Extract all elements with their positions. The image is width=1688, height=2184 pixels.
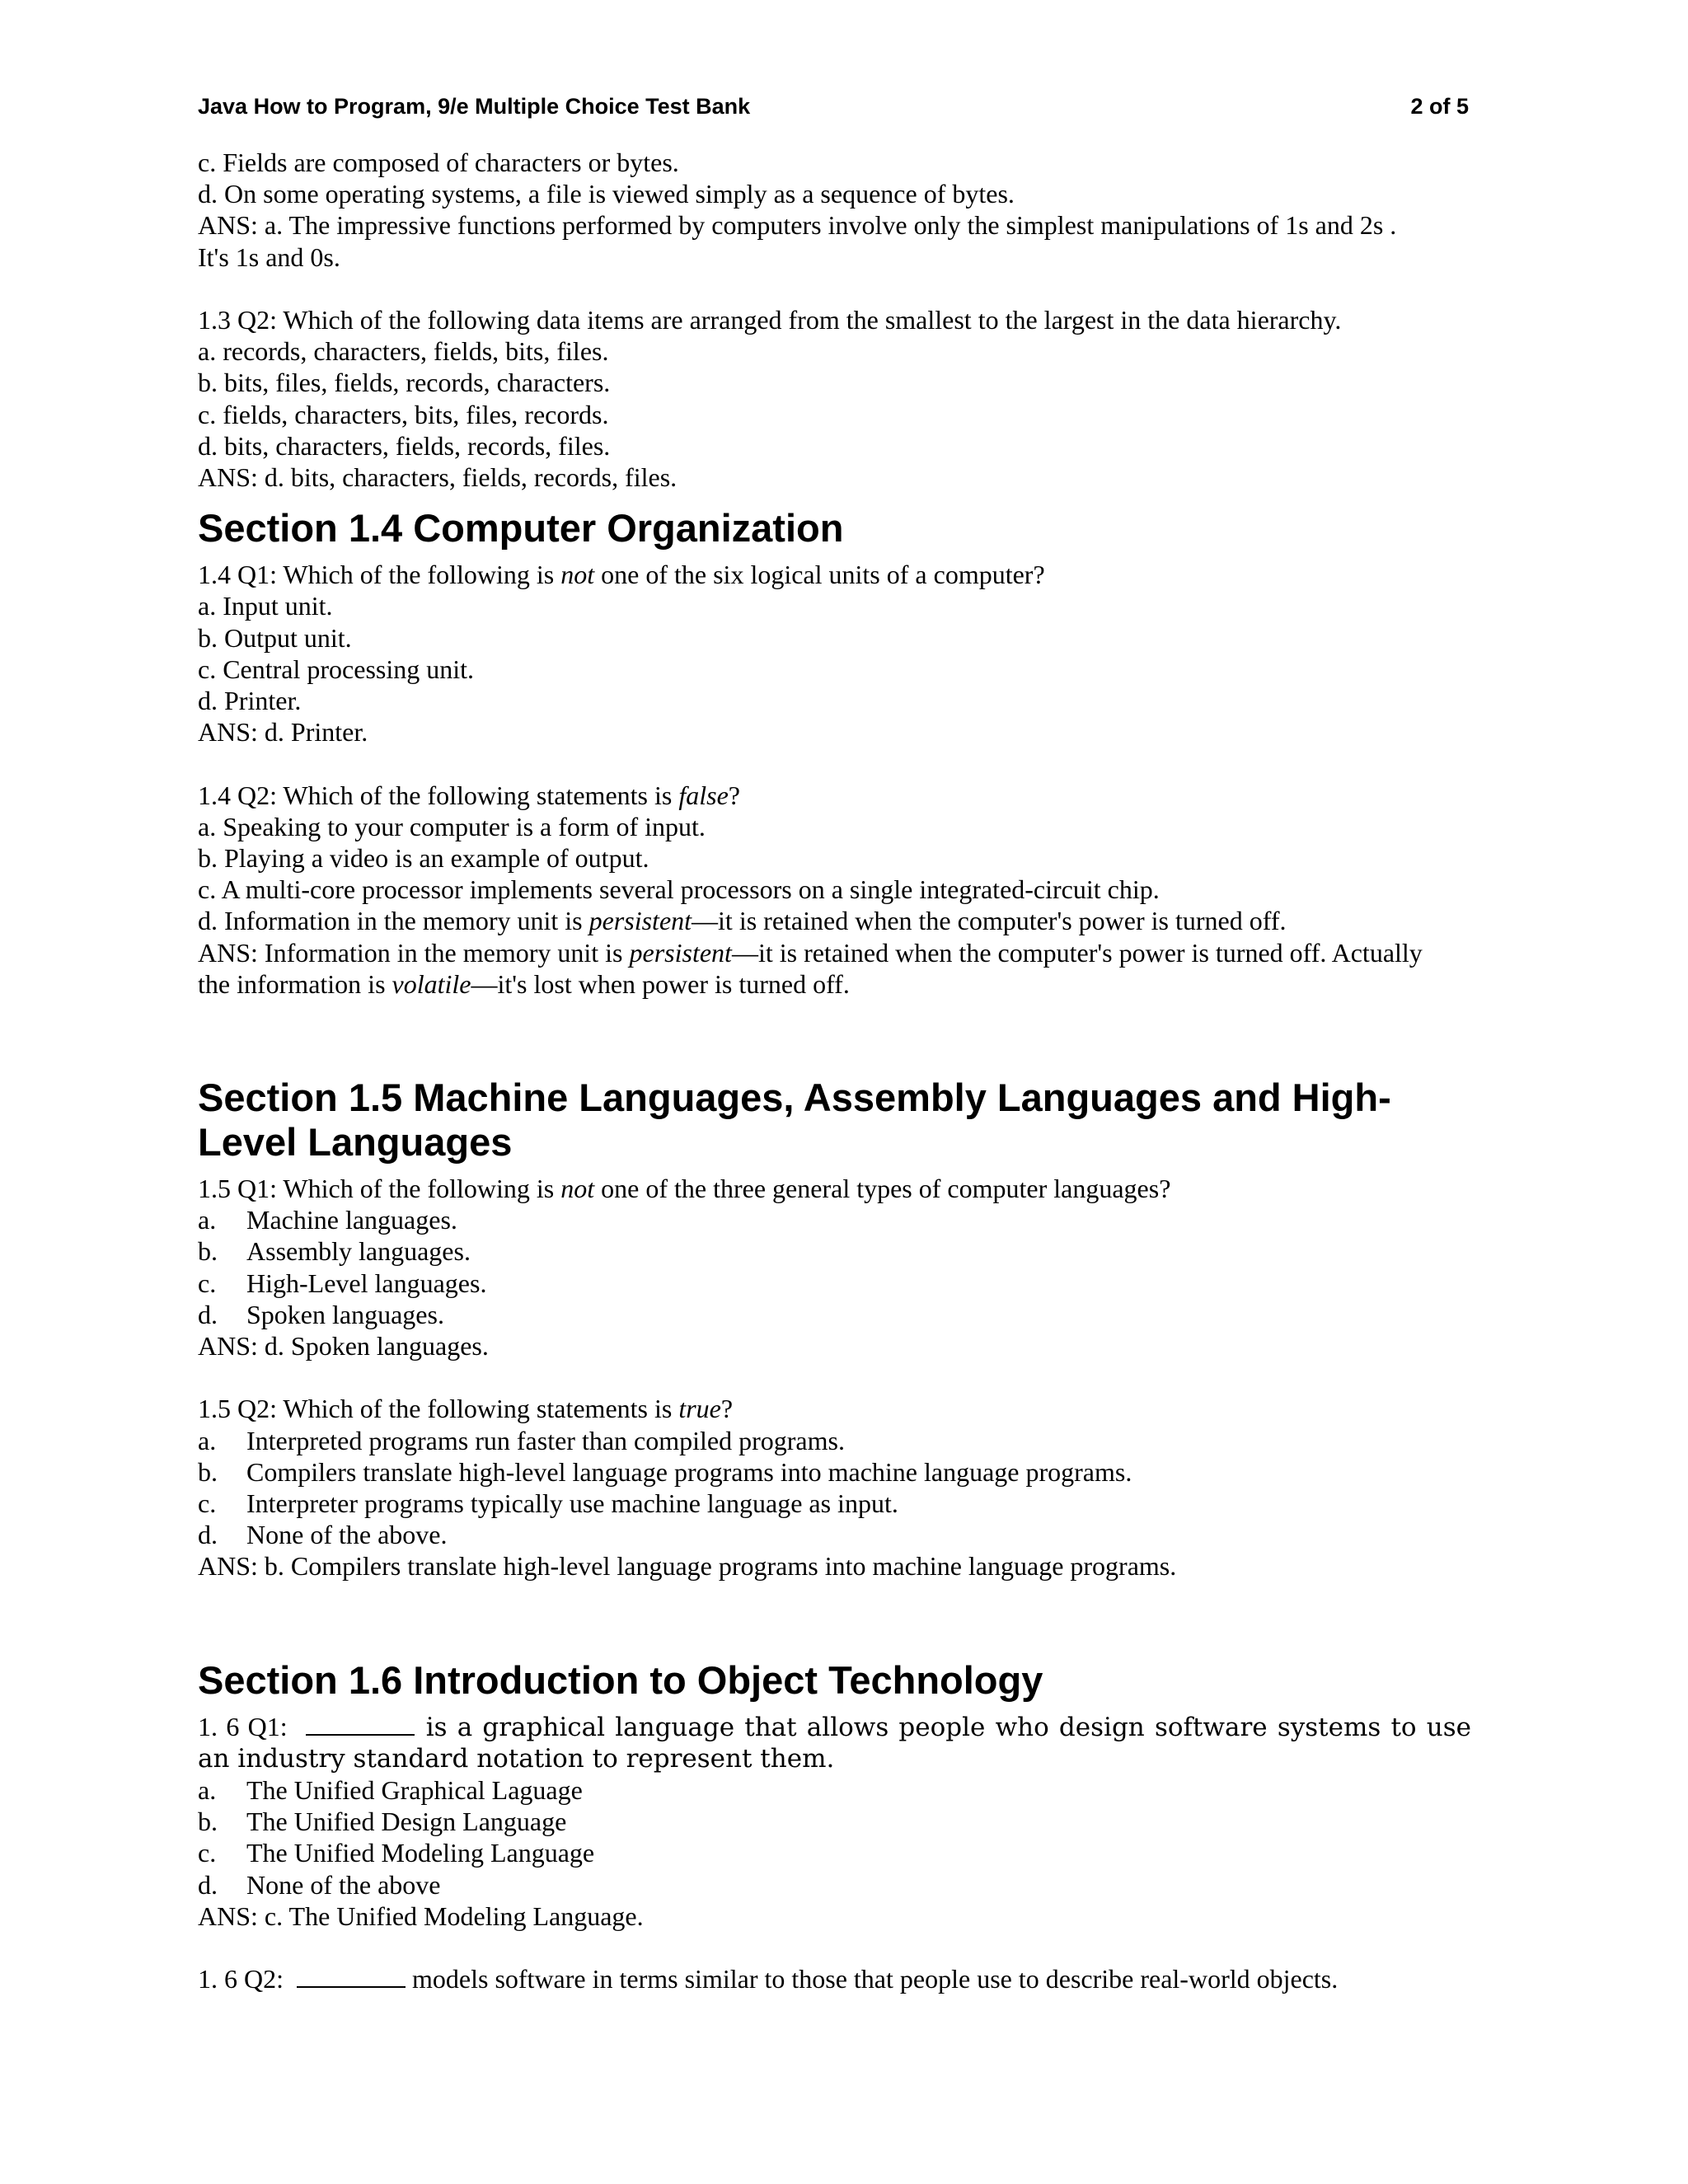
page-header [198, 94, 1469, 120]
option-c: c. Central processing unit. [198, 654, 475, 684]
option-c: c. fields, characters, bits, files, records. [198, 399, 609, 429]
option-d: d. Information in the memory unit is persistent—it is retained when the computer's power is turned off. [198, 906, 1287, 936]
answer-blank [306, 1713, 415, 1736]
section-1-6-heading: Section 1.6 Introduction to Object Technology [198, 1657, 1043, 1702]
section-1-5-heading: Section 1.5 Machine Languages, Assembly Languages and High-Level Languages [198, 1076, 1391, 1165]
answer-line: ANS: d. Printer. [198, 717, 368, 748]
option-d: d. Printer. [198, 686, 302, 716]
option-b: b. The Unified Design Language [198, 1807, 567, 1837]
text-line: d. On some operating systems, a file is viewed simply as a sequence of bytes. [198, 179, 1015, 209]
option-c: c. The Unified Modeling Language [198, 1838, 595, 1868]
option-b: b. Output unit. [198, 622, 352, 653]
answer-line-continued: the information is volatile—it's lost when power is turned off. [198, 968, 850, 999]
answer-line: ANS: Information in the memory unit is persistent—it is retained when the computer's power is turned off. Actually [198, 937, 1423, 968]
option-d: d. None of the above. [198, 1520, 448, 1550]
header-title: Java How to Program, 9/e Multiple Choice Test Bank [198, 94, 751, 119]
option-a: a. records, characters, fields, bits, files. [198, 336, 609, 367]
answer-line: ANS: d. Spoken languages. [198, 1331, 489, 1361]
answer-line: ANS: b. Compilers translate high-level language programs into machine language programs. [198, 1551, 1177, 1582]
answer-line: ANS: d. bits, characters, fields, records, files. [198, 462, 678, 493]
text-line: It's 1s and 0s. [198, 241, 340, 272]
answer-line: ANS: a. The impressive functions performed by computers involve only the simplest manipulations of 1s and 2s . [198, 210, 1397, 241]
option-c: c. Interpreter programs typically use machine language as input. [198, 1488, 898, 1519]
question-1-4-q1: 1.4 Q1: Which of the following is not one of the six logical units of a computer? [198, 560, 1045, 590]
question-1-6-q1: 1. 6 Q1: is a graphical language that allows people who design software systems to use an industry standard notation to represent them. [198, 1711, 1471, 1774]
section-1-4-heading: Section 1.4 Computer Organization [198, 506, 844, 551]
option-d: d. None of the above [198, 1869, 441, 1900]
answer-blank [297, 1965, 406, 1988]
option-b: b. bits, files, fields, records, characters. [198, 368, 611, 398]
option-a: a. The Unified Graphical Laguage [198, 1775, 583, 1806]
answer-line: ANS: c. The Unified Modeling Language. [198, 1900, 644, 1931]
option-a: a. Interpreted programs run faster than compiled programs. [198, 1425, 845, 1455]
question-1-5-q2: 1.5 Q2: Which of the following statements is true? [198, 1394, 734, 1424]
option-b: b. Playing a video is an example of output. [198, 843, 649, 874]
option-a: a. Machine languages. [198, 1205, 457, 1235]
question-1-6-q2: 1. 6 Q2: models software in terms similar to those that people use to describe real-world objects. [198, 1964, 1339, 1994]
question-1-4-q2: 1.4 Q2: Which of the following statements is false? [198, 780, 740, 810]
option-c: c. A multi-core processor implements several processors on a single integrated-circuit chip. [198, 874, 1160, 905]
page-number: 2 of 5 [1410, 94, 1469, 119]
option-d: d. Spoken languages. [198, 1299, 444, 1329]
option-a: a. Input unit. [198, 591, 333, 621]
page-content [198, 147, 1471, 1994]
option-d: d. bits, characters, fields, records, files. [198, 430, 611, 461]
text-line: c. Fields are composed of characters or bytes. [198, 148, 679, 177]
option-b: b. Compilers translate high-level language programs into machine language programs. [198, 1456, 1132, 1487]
question-1-3-q2: 1.3 Q2: Which of the following data items are arranged from the smallest to the largest in the data hierarchy. [198, 305, 1342, 335]
option-c: c. High-Level languages. [198, 1268, 487, 1298]
option-a: a. Speaking to your computer is a form of input. [198, 811, 706, 841]
question-1-5-q1: 1.5 Q1: Which of the following is not one of the three general types of computer languages? [198, 1174, 1171, 1204]
option-b: b. Assembly languages. [198, 1236, 471, 1267]
